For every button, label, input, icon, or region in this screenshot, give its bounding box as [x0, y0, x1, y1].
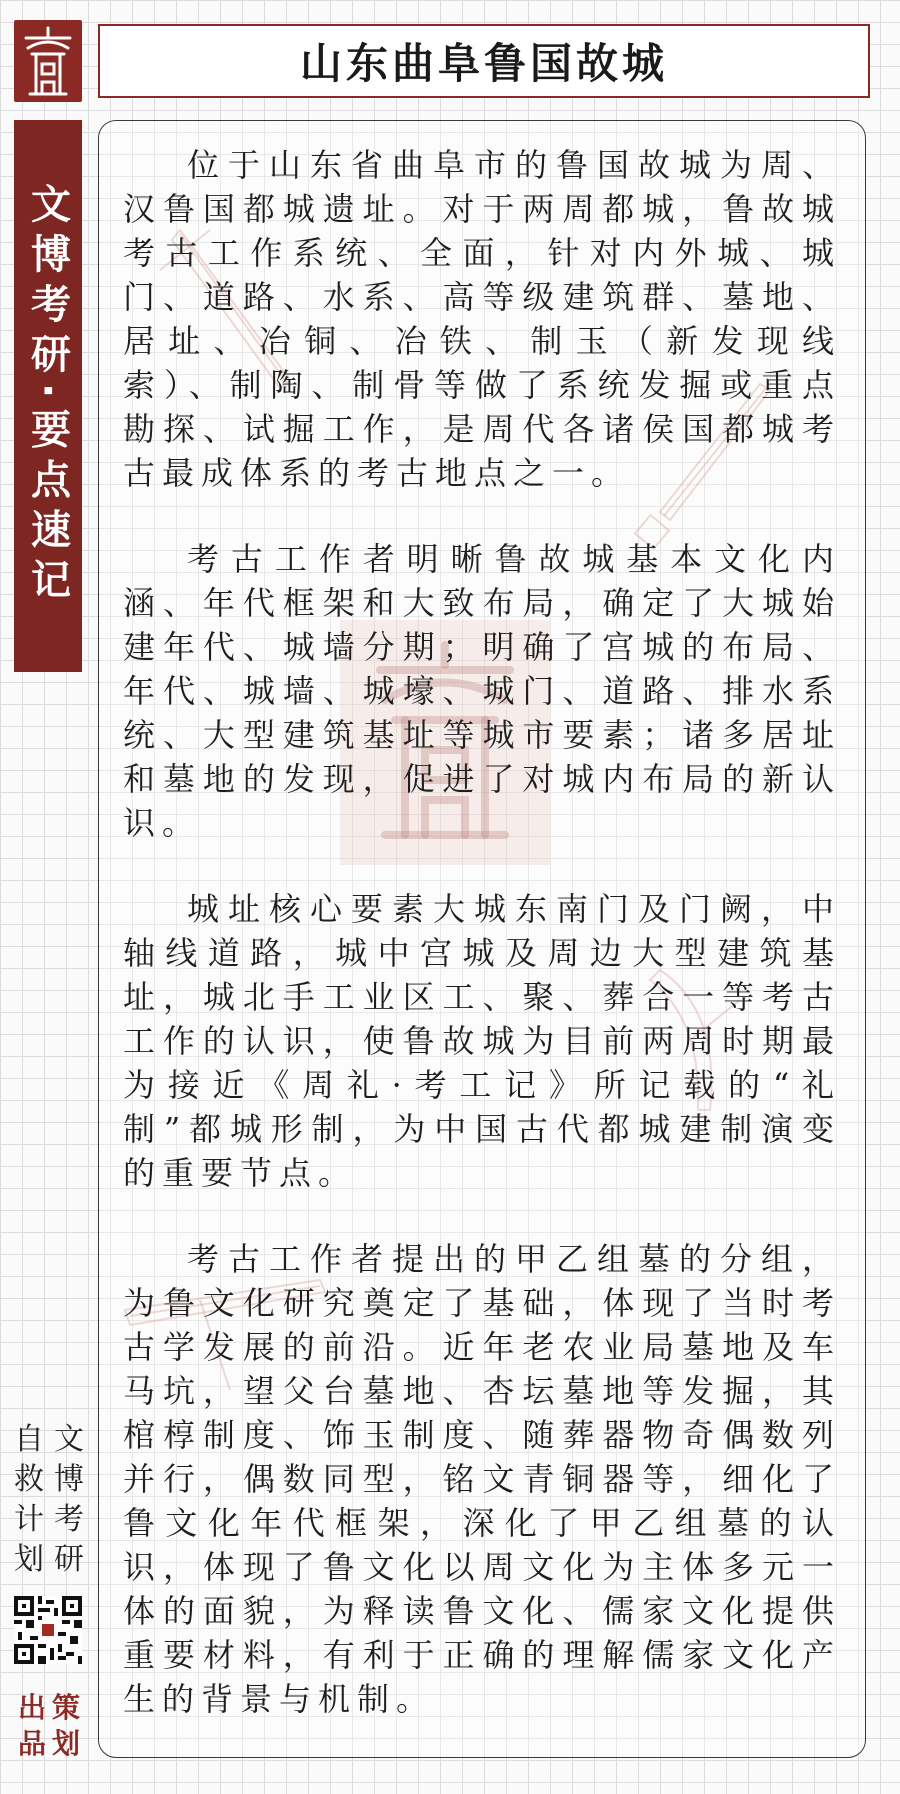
producer-char: 划 — [51, 1727, 80, 1760]
qr-code[interactable] — [14, 1596, 82, 1664]
credit-char: 自 — [14, 1422, 44, 1457]
content-box — [98, 120, 866, 1758]
producer-char: 出 — [18, 1691, 47, 1724]
credit-char: 文 — [54, 1422, 84, 1457]
credit-char: 救 — [14, 1462, 44, 1497]
producer-char: 品 — [18, 1727, 47, 1760]
qr-code-icon — [14, 1596, 82, 1664]
credit-char: 研 — [54, 1542, 84, 1577]
paragraph: 考古工作者明晰鲁故城基本文化内涵、年代框架和大致布局，确定了大城始建年代、城墙分期；明确了宫城的布局、年代、城墙、城壕、城门、道路、排水系统、大型建筑基址等城市要素；诸多居址和墓地的发现，促进了对城内布局的新认识。 — [123, 540, 841, 842]
gate-logo-icon — [14, 20, 82, 102]
credit-char: 计 — [14, 1502, 44, 1537]
credit-char: 博 — [54, 1462, 84, 1497]
paragraph: 考古工作者提出的甲乙组墓的分组，为鲁文化研究奠定了基础，体现了当时考古学发展的前沿。近年老农业局墓地及车马坑，望父台墓地、杏坛墓地等发掘，其棺椁制度、饰玉制度、随葬器物奇偶数列并行，偶数同型，铭文青铜器等，细化了鲁文化年代框架，深化了甲乙组墓的认识，体现了鲁文化以周文化为主体多元一体的面貌，为释读鲁文化、儒家文化提供重要材料，有利于正确的理解儒家文化产生的背景与机制。 — [123, 1240, 841, 1718]
brand-logo — [14, 20, 82, 102]
title-box — [98, 24, 870, 98]
page-title: 山东曲阜鲁国故城 — [299, 39, 668, 88]
credits-block — [14, 1420, 84, 1580]
credit-char: 考 — [54, 1502, 84, 1537]
paragraph: 位于山东省曲阜市的鲁国故城为周、汉鲁国都城遗址。对于两周都城，鲁故城考古工作系统、全面，针对内外城、城门、道路、水系、高等级建筑群、墓地、居址、冶铜、冶铁、制玉（新发现线索）、制陶、制骨等做了系统发掘或重点勘探、试掘工作，是周代各诸侯国都城考古最成体系的考古地点之一。 — [123, 146, 841, 492]
producer-char: 策 — [51, 1691, 80, 1724]
credit-char: 划 — [14, 1542, 44, 1577]
producer-block — [18, 1690, 80, 1762]
side-banner — [14, 120, 82, 672]
side-banner-text: 文博考研·要点速记 — [24, 183, 71, 609]
paragraph: 城址核心要素大城东南门及门阙，中轴线道路，城中宫城及周边大型建筑基址，城北手工业区工、聚、葬合一等考古工作的认识，使鲁故城为目前两周时期最为接近《周礼·考工记》所记载的“礼制”都城形制，为中国古代都城建制演变的重要节点。 — [123, 890, 841, 1192]
